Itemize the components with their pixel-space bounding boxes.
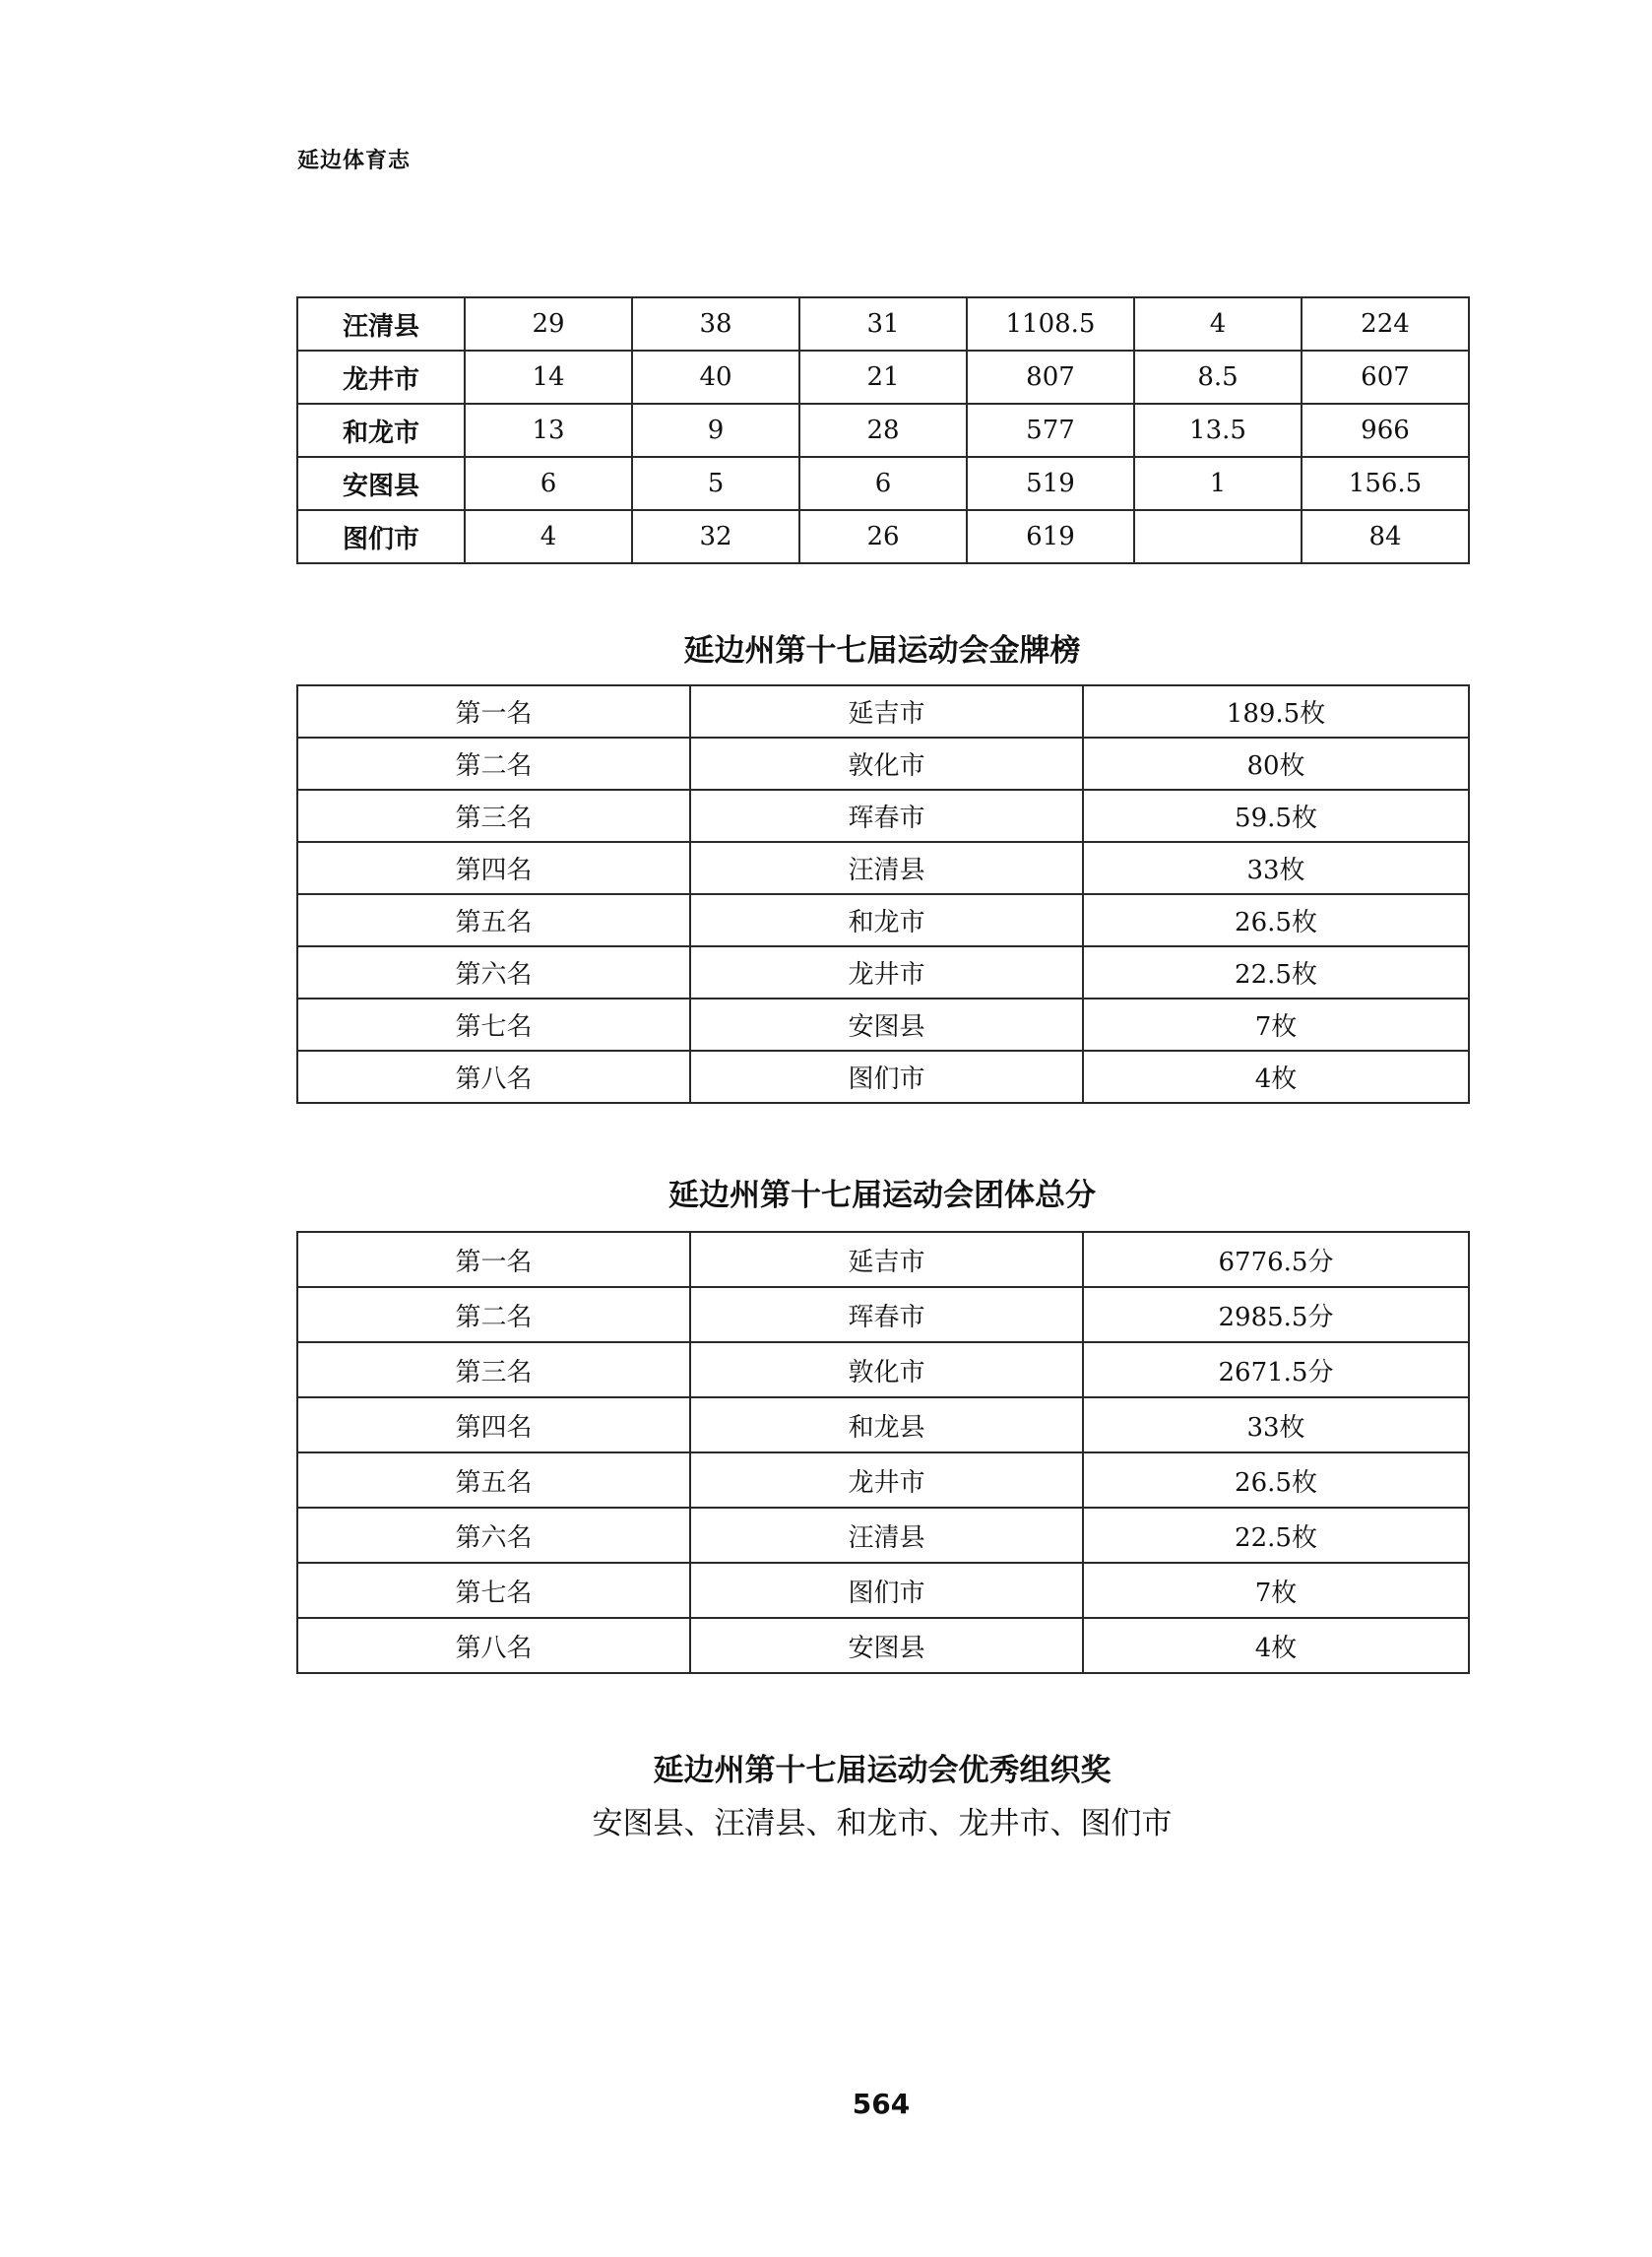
table-row — [297, 1051, 1469, 1103]
table-row — [297, 999, 1469, 1051]
value-cell: 6 — [465, 457, 632, 510]
team-name-cell: 和龙市 — [297, 404, 465, 457]
team-cell: 延吉市 — [690, 685, 1083, 738]
team-name-cell: 龙井市 — [297, 351, 465, 404]
table-row — [297, 946, 1469, 999]
table-row — [297, 351, 1469, 404]
table-row — [297, 685, 1469, 738]
value-cell: 224 — [1302, 297, 1469, 351]
value-cell: 1108.5 — [967, 297, 1134, 351]
rank-cell: 第四名 — [297, 1397, 690, 1452]
value-cell: 966 — [1302, 404, 1469, 457]
count-cell: 4枚 — [1083, 1051, 1469, 1103]
team-cell: 安图县 — [690, 1618, 1083, 1673]
rank-cell: 第三名 — [297, 790, 690, 842]
team-name-cell: 安图县 — [297, 457, 465, 510]
count-cell: 26.5枚 — [1083, 894, 1469, 946]
team-name-cell: 汪清县 — [297, 297, 465, 351]
page-number: 564 — [852, 2088, 911, 2120]
team-cell: 敦化市 — [690, 738, 1083, 790]
value-cell: 4 — [1134, 297, 1302, 351]
value-cell: 14 — [465, 351, 632, 404]
table-row — [297, 1452, 1469, 1508]
table-row — [297, 842, 1469, 894]
value-cell: 156.5 — [1302, 457, 1469, 510]
value-cell: 6 — [799, 457, 967, 510]
value-cell: 1 — [1134, 457, 1302, 510]
value-cell: 21 — [799, 351, 967, 404]
team-score-title: 延边州第十七届运动会团体总分 — [668, 1178, 1096, 1213]
table-row — [297, 404, 1469, 457]
table-row — [297, 1287, 1469, 1342]
value-cell — [1134, 510, 1302, 563]
value-cell: 29 — [465, 297, 632, 351]
score-cell: 2985.5分 — [1083, 1287, 1469, 1342]
rank-cell: 第八名 — [297, 1618, 690, 1673]
table-row — [297, 738, 1469, 790]
team-cell: 延吉市 — [690, 1232, 1083, 1287]
value-cell: 4 — [465, 510, 632, 563]
rank-cell: 第一名 — [297, 685, 690, 738]
count-cell: 189.5枚 — [1083, 685, 1469, 738]
count-cell: 22.5枚 — [1083, 946, 1469, 999]
rank-cell: 第四名 — [297, 842, 690, 894]
rank-cell: 第七名 — [297, 1563, 690, 1618]
gold-medal-title: 延边州第十七届运动会金牌榜 — [683, 633, 1081, 669]
team-cell: 汪清县 — [690, 842, 1083, 894]
team-cell: 敦化市 — [690, 1342, 1083, 1397]
score-cell: 33枚 — [1083, 1397, 1469, 1452]
team-cell: 图们市 — [690, 1563, 1083, 1618]
value-cell: 38 — [632, 297, 799, 351]
rank-cell: 第七名 — [297, 999, 690, 1051]
score-cell: 7枚 — [1083, 1563, 1469, 1618]
value-cell: 619 — [967, 510, 1134, 563]
team-cell: 和龙县 — [690, 1397, 1083, 1452]
value-cell: 807 — [967, 351, 1134, 404]
value-cell: 84 — [1302, 510, 1469, 563]
score-cell: 2671.5分 — [1083, 1342, 1469, 1397]
rank-cell: 第二名 — [297, 738, 690, 790]
organization-award-winners: 安图县、汪清县、和龙市、龙井市、图们市 — [592, 1806, 1173, 1841]
count-cell: 59.5枚 — [1083, 790, 1469, 842]
continued-results-table — [296, 296, 1470, 564]
value-cell: 32 — [632, 510, 799, 563]
team-cell: 珲春市 — [690, 1287, 1083, 1342]
value-cell: 40 — [632, 351, 799, 404]
gold-medal-table — [296, 684, 1470, 1104]
team-name-cell: 图们市 — [297, 510, 465, 563]
table-row — [297, 790, 1469, 842]
table-row — [297, 457, 1469, 510]
table-row — [297, 1563, 1469, 1618]
table-row — [297, 510, 1469, 563]
rank-cell: 第六名 — [297, 1508, 690, 1563]
value-cell: 8.5 — [1134, 351, 1302, 404]
table-row — [297, 1342, 1469, 1397]
value-cell: 31 — [799, 297, 967, 351]
value-cell: 577 — [967, 404, 1134, 457]
team-score-table — [296, 1231, 1470, 1674]
team-cell: 安图县 — [690, 999, 1083, 1051]
value-cell: 5 — [632, 457, 799, 510]
team-cell: 龙井市 — [690, 1452, 1083, 1508]
table-row — [297, 1508, 1469, 1563]
team-cell: 汪清县 — [690, 1508, 1083, 1563]
value-cell: 13.5 — [1134, 404, 1302, 457]
rank-cell: 第三名 — [297, 1342, 690, 1397]
value-cell: 9 — [632, 404, 799, 457]
score-cell: 4枚 — [1083, 1618, 1469, 1673]
rank-cell: 第六名 — [297, 946, 690, 999]
team-cell: 和龙市 — [690, 894, 1083, 946]
organization-award-title: 延边州第十七届运动会优秀组织奖 — [653, 1753, 1112, 1788]
rank-cell: 第一名 — [297, 1232, 690, 1287]
team-cell: 珲春市 — [690, 790, 1083, 842]
value-cell: 519 — [967, 457, 1134, 510]
count-cell: 33枚 — [1083, 842, 1469, 894]
table-row — [297, 1397, 1469, 1452]
score-cell: 6776.5分 — [1083, 1232, 1469, 1287]
value-cell: 607 — [1302, 351, 1469, 404]
rank-cell: 第五名 — [297, 1452, 690, 1508]
score-cell: 26.5枚 — [1083, 1452, 1469, 1508]
rank-cell: 第八名 — [297, 1051, 690, 1103]
count-cell: 80枚 — [1083, 738, 1469, 790]
value-cell: 13 — [465, 404, 632, 457]
count-cell: 7枚 — [1083, 999, 1469, 1051]
table-row — [297, 894, 1469, 946]
team-cell: 图们市 — [690, 1051, 1083, 1103]
running-head: 延边体育志 — [297, 149, 412, 173]
table-row — [297, 1618, 1469, 1673]
value-cell: 28 — [799, 404, 967, 457]
rank-cell: 第五名 — [297, 894, 690, 946]
rank-cell: 第二名 — [297, 1287, 690, 1342]
table-row — [297, 1232, 1469, 1287]
score-cell: 22.5枚 — [1083, 1508, 1469, 1563]
table-row — [297, 297, 1469, 351]
team-cell: 龙井市 — [690, 946, 1083, 999]
value-cell: 26 — [799, 510, 967, 563]
